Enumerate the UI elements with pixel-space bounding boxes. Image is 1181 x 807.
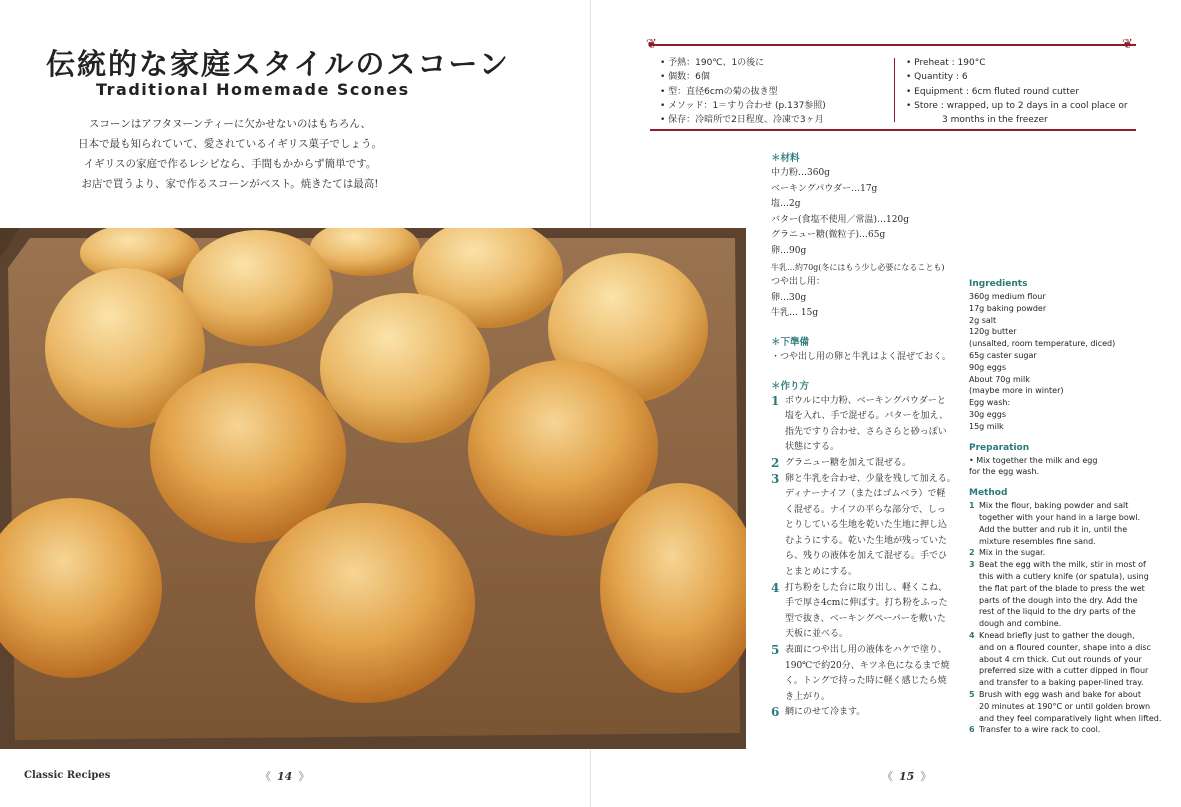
method-step-en: [969, 547, 1159, 559]
method-heading-en: Method: [969, 488, 1008, 499]
step-line: 指先ですり合わせ、さらさらと砂っぽい: [785, 426, 947, 437]
step-line: 190℃で約20分、キツネ色になるまで焼: [785, 660, 950, 671]
info-item: • 予熱：190℃、1の後に: [660, 56, 826, 70]
step-line: Knead briefly just to gather the dough,: [979, 630, 1135, 640]
info-divider: [894, 58, 895, 122]
recipe-en-column: [969, 279, 1162, 736]
method-step-jp: [771, 643, 950, 705]
step-line: ら、残りの液体を加えて混ぜる。手でひ: [785, 551, 948, 562]
step-line: Brush with egg wash and bake for about: [979, 689, 1142, 699]
ingredient-en: 15g milk: [969, 421, 1004, 431]
ingredient-jp: 塩…2g: [771, 199, 801, 210]
method-step-jp: [771, 581, 946, 643]
ingredient-en: 90g eggs: [969, 362, 1007, 372]
recipe-jp-column: [771, 150, 956, 721]
ingredient-jp: グラニュー糖(微粒子)…65g: [771, 230, 886, 241]
ingredient-en: 17g baking powder: [969, 303, 1047, 313]
prep-jp: ・つや出し用の卵と牛乳はよく混ぜておく。: [771, 351, 951, 362]
intro-paragraph: [40, 114, 420, 194]
page-number-left-value: 14: [277, 770, 293, 783]
step-line: preferred size with a cutter dipped in flour: [979, 666, 1149, 676]
intro-line: お店で買うより、家で作るスコーンがベスト。焼きたては最高!: [81, 178, 379, 190]
prep-heading-jp-text: 下準備: [780, 336, 810, 348]
intro-line: イギリスの家庭で作るレシピなら、手間もかからず簡単です。: [83, 158, 377, 170]
step-line: く。トングで持った時に軽く感じたら焼: [785, 676, 947, 687]
step-line: 卵と牛乳を合わせ、少量を残して加える。: [785, 473, 956, 484]
info-item: • Store : wrapped, up to 2 days in a cool place or: [906, 99, 1128, 113]
step-line: 20 minutes at 190°C or until golden brown: [979, 701, 1151, 711]
info-list-en: [906, 56, 1128, 127]
step-line: とまとめにする。: [785, 567, 858, 578]
step-number: 4: [771, 580, 780, 595]
step-line: 打ち粉をした台に取り出し、軽くこね、: [785, 582, 948, 593]
step-line: parts of the dough into the dry. Add the: [979, 595, 1138, 605]
ingredients-heading-jp: ✽材料: [771, 153, 800, 164]
method-step-jp: [771, 471, 956, 581]
step-line: dough and combine.: [979, 619, 1062, 629]
info-item-continued: 3 months in the freezer: [942, 115, 1048, 126]
prep-heading-jp: ✽下準備: [771, 336, 810, 348]
method-heading-jp-text: 作り方: [780, 380, 810, 392]
info-item: • メソッド：1＝すり合わせ (p.137参照): [660, 99, 826, 113]
info-item: • 型：直径6cmの菊の抜き型: [660, 85, 826, 99]
step-line: this with a cutlery knife (or spatula), using: [979, 571, 1149, 581]
info-item: • 保存：冷暗所で2日程度、冷凍で3ヶ月: [660, 113, 826, 127]
ingredient-jp: 卵…30g: [771, 292, 807, 303]
ingredient-jp: つや出し用：: [771, 277, 826, 288]
method-step-jp: [771, 393, 949, 456]
prep-heading-en: Preparation: [969, 442, 1030, 453]
step-number: 3: [969, 560, 975, 570]
step-number: 5: [771, 643, 780, 658]
ingredient-jp: 牛乳… 15g: [771, 308, 819, 319]
step-line: 型で抜き、ベーキングペーパーを敷いた: [785, 613, 946, 624]
step-line: 塩を入れ、手で混ぜる。バターを加え、: [785, 411, 949, 422]
step-line: とりしている生地を乾いた生地に押し込: [785, 520, 948, 531]
info-box-top-rule: [650, 44, 1136, 46]
method-step-jp: [771, 705, 946, 721]
info-item: • 個数：6個: [660, 70, 826, 84]
step-number: 6: [969, 725, 975, 735]
step-line: about 4 cm thick. Cut out rounds of your: [979, 654, 1142, 664]
ingredient-en: 2g salt: [969, 315, 997, 325]
page-number-left: 《 14 》: [260, 770, 310, 783]
method-step-en: [969, 689, 1162, 724]
ingredients-heading-en: Ingredients: [969, 279, 1028, 289]
page-number-right: 《 15 》: [882, 770, 932, 783]
recipe-title-jp: 伝統的な家庭スタイルのスコーン: [46, 47, 510, 81]
method-step-en: [969, 630, 1159, 689]
scones-photo: [0, 228, 746, 749]
ingredient-en: Egg wash:: [969, 398, 1011, 408]
ingredients-heading-jp-text: 材料: [780, 153, 800, 164]
ingredient-en: About 70g milk: [969, 374, 1030, 384]
step-line: together with your hand in a large bowl.: [979, 512, 1141, 522]
info-item: • Quantity : 6: [906, 70, 1128, 84]
ingredient-jp: バター(食塩不使用／常温)…120g: [771, 214, 909, 225]
ingredient-en: 65g caster sugar: [969, 350, 1037, 360]
step-number: 6: [771, 705, 780, 720]
step-line: Mix in the sugar.: [979, 548, 1046, 558]
ingredient-jp: 牛乳…約70g(冬にはもう少し必要になることも): [771, 262, 945, 272]
method-step-en: [969, 724, 1159, 736]
step-line: Add the butter and rub it in, until the: [979, 524, 1128, 534]
step-line: グラニュー糖を加えて混ぜる。: [785, 457, 912, 468]
step-number: 4: [969, 630, 975, 640]
step-line: mixture resembles fine sand.: [979, 536, 1096, 546]
step-line: Mix the flour, baking powder and salt: [979, 501, 1129, 511]
intro-line: スコーンはアフタヌーンティーに欠かせないのはもちろん、: [88, 118, 372, 130]
step-line: 表面につや出し用の液体をハケで塗り、: [785, 645, 947, 656]
method-step-en: [969, 500, 1159, 547]
step-number: 5: [969, 689, 975, 699]
step-number: 3: [771, 471, 780, 486]
step-line: and they feel comparatively light when lifted.: [979, 713, 1162, 723]
ingredient-en: (unsalted, room temperature, diced): [969, 339, 1116, 349]
method-heading-jp: ✽作り方: [771, 380, 810, 392]
step-number: 1: [969, 501, 975, 511]
ingredient-jp: 中力粉…360g: [771, 168, 830, 178]
recipe-title-en: Traditional Homemade Scones: [96, 80, 410, 99]
step-line: the flat part of the blade to press the wet: [979, 583, 1145, 593]
step-line: Transfer to a wire rack to cool.: [979, 725, 1101, 735]
step-line: き上がり。: [785, 691, 831, 702]
step-line: むようにする。乾いた生地が残っていた: [785, 535, 948, 546]
ornament-left: ❦: [646, 37, 657, 52]
step-line: 網にのせて冷ます。: [785, 707, 866, 718]
info-box-bottom-rule: [650, 129, 1136, 131]
step-line: rest of the liquid to the dry parts of the: [979, 607, 1136, 617]
step-line: 手で厚さ4cmに伸ばす。打ち粉をふった: [785, 598, 948, 609]
step-line: and on a floured counter, shape into a disc: [979, 642, 1151, 652]
step-line: and transfer to a baking paper-lined tray.: [979, 678, 1144, 688]
step-line: く混ぜる。ナイフの平らな部分で、しっ: [785, 504, 946, 515]
intro-line: 日本で最も知られていて、愛されているイギリス菓子でしょう。: [77, 138, 383, 150]
prep-en-line: for the egg wash.: [969, 467, 1040, 477]
ingredient-en: 30g eggs: [969, 409, 1007, 419]
step-line: 天板に並べる。: [785, 629, 849, 640]
step-line: ディナーナイフ（またはゴムベラ）で軽: [785, 489, 946, 500]
step-line: Beat the egg with the milk, stir in most of: [979, 560, 1146, 570]
step-number: 2: [771, 455, 780, 470]
ornament-right: ❦: [1122, 37, 1133, 52]
ingredient-en: 360g medium flour: [969, 292, 1046, 301]
ingredient-jp: ベーキングパウダー…17g: [771, 183, 878, 194]
ingredient-en: 120g butter: [969, 327, 1017, 337]
method-step-en: [969, 559, 1159, 630]
step-line: ボウルに中力粉、ベーキングパウダーと: [785, 395, 946, 406]
step-number: 1: [771, 393, 780, 408]
prep-en-line: • Mix together the milk and egg: [969, 455, 1098, 465]
info-item: • Equipment : 6cm fluted round cutter: [906, 85, 1128, 99]
method-step-jp: [771, 456, 946, 472]
step-line: 状態にする。: [785, 442, 840, 453]
step-number: 2: [969, 548, 975, 558]
info-item: • Preheat : 190°C: [906, 56, 1128, 70]
info-list-jp: [660, 56, 826, 127]
footer-series-label: Classic Recipes: [24, 770, 111, 781]
page-number-right-value: 15: [899, 770, 915, 783]
ingredient-jp: 卵…90g: [771, 245, 807, 256]
ingredient-en: (maybe more in winter): [969, 386, 1064, 396]
